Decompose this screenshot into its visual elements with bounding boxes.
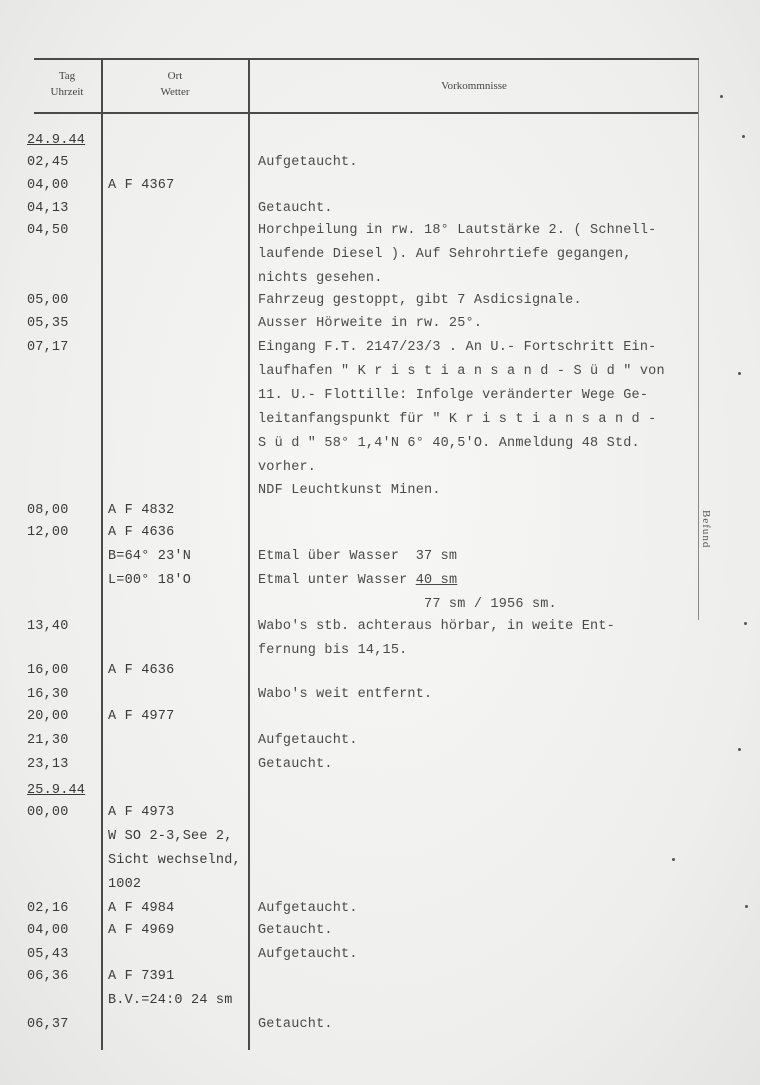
log-row (0, 920, 760, 942)
log-row (0, 480, 760, 502)
log-row (0, 152, 760, 174)
entry-event: laufende Diesel ). Auf Sehrohrtiefe gegangen, (258, 247, 632, 262)
entry-event: nichts gesehen. (258, 271, 383, 286)
entry-time: 25.9.44 (27, 783, 86, 798)
entry-event: Wabo's stb. achteraus hörbar, in weite Ent- (258, 619, 615, 634)
scan-speck (744, 622, 747, 625)
log-row (0, 175, 760, 197)
log-row (0, 385, 760, 407)
entry-time: 16,30 (27, 687, 69, 702)
entry-place: Sicht wechselnd, (108, 853, 241, 868)
entry-time: 04,00 (27, 178, 69, 193)
entry-event: 77 sm / 1956 sm. (258, 597, 557, 612)
entry-time: 00,00 (27, 805, 69, 820)
entry-event: NDF Leuchtkunst Minen. (258, 483, 441, 498)
log-row (0, 290, 760, 312)
entry-event: Aufgetaucht. (258, 947, 358, 962)
log-row (0, 337, 760, 359)
entry-event: Getaucht. (258, 1017, 333, 1032)
entry-event: fernung bis 14,15. (258, 643, 408, 658)
entry-time: 16,00 (27, 663, 69, 678)
log-row (0, 754, 760, 776)
entry-place: A F 4636 (108, 663, 175, 678)
log-row (0, 966, 760, 988)
entry-event: Getaucht. (258, 757, 333, 772)
scan-speck (745, 905, 748, 908)
entry-place: A F 4973 (108, 805, 175, 820)
entry-event: laufhafen " K r i s t i a n s a n d - S ü d " von (258, 364, 665, 379)
log-row (0, 457, 760, 479)
log-row (0, 1014, 760, 1036)
log-row (0, 361, 760, 383)
log-row (0, 594, 760, 616)
log-row (0, 802, 760, 824)
entry-place: A F 4984 (108, 901, 175, 916)
entry-time: 02,16 (27, 901, 69, 916)
log-row (0, 640, 760, 662)
scan-speck (672, 858, 675, 861)
log-row (0, 409, 760, 431)
entry-time: 04,00 (27, 923, 69, 938)
log-row (0, 616, 760, 638)
entry-event: S ü d " 58° 1,4'N 6° 40,5'O. Anmeldung 48 Std. (258, 436, 640, 451)
log-row (0, 268, 760, 290)
entry-event: Etmal über Wasser 37 sm (258, 549, 458, 564)
entry-event: Etmal unter Wasser 40 sm (258, 573, 458, 588)
log-row (0, 898, 760, 920)
log-row (0, 546, 760, 568)
entry-event: Eingang F.T. 2147/23/3 . An U.- Fortschritt Ein- (258, 340, 657, 355)
entry-place: A F 4636 (108, 525, 175, 540)
entry-time: 12,00 (27, 525, 69, 540)
log-row (0, 850, 760, 872)
entry-place: L=00° 18'O (108, 573, 192, 588)
entry-event: Aufgetaucht. (258, 155, 358, 170)
log-row (0, 522, 760, 544)
entry-time: 05,35 (27, 316, 69, 331)
entry-time: 04,13 (27, 201, 69, 216)
entry-time: 13,40 (27, 619, 69, 634)
log-row (0, 944, 760, 966)
log-row (0, 570, 760, 592)
log-row (0, 660, 760, 682)
entry-time: 06,36 (27, 969, 69, 984)
entry-place: B=64° 23'N (108, 549, 192, 564)
scan-speck (742, 135, 745, 138)
log-row (0, 684, 760, 706)
entry-time: 05,00 (27, 293, 69, 308)
log-row (0, 244, 760, 266)
entry-event: Ausser Hörweite in rw. 25°. (258, 316, 483, 331)
entry-place: A F 4969 (108, 923, 175, 938)
entry-time: 04,50 (27, 223, 69, 238)
entry-event: vorher. (258, 460, 317, 475)
entry-time: 20,00 (27, 709, 69, 724)
entry-time: 08,00 (27, 503, 69, 518)
log-row (0, 313, 760, 335)
entry-event: Fahrzeug gestoppt, gibt 7 Asdicsignale. (258, 293, 582, 308)
entry-time: 24.9.44 (27, 133, 86, 148)
log-row (0, 730, 760, 752)
scan-speck (720, 95, 723, 98)
entry-event: Aufgetaucht. (258, 733, 358, 748)
entry-time: 05,43 (27, 947, 69, 962)
table-top-rule (34, 58, 699, 60)
header-time: Tag Uhrzeit (50, 70, 84, 98)
side-note: Befund (700, 510, 712, 549)
entry-place: A F 4977 (108, 709, 175, 724)
header-place: Ort Wetter (160, 70, 190, 98)
underlined-value: 40 sm (415, 573, 458, 588)
date-row (0, 780, 760, 802)
scan-speck (738, 748, 741, 751)
entry-place: W SO 2-3,See 2, (108, 829, 233, 844)
entry-place: B.V.=24:0 24 sm (108, 993, 233, 1008)
entry-time: 02,45 (27, 155, 69, 170)
header-events: Vorkommnisse (441, 80, 507, 92)
scan-speck (738, 372, 741, 375)
entry-place: A F 4832 (108, 503, 175, 518)
log-row (0, 500, 760, 522)
entry-time: 07,17 (27, 340, 69, 355)
entry-event: 11. U.- Flottille: Infolge veränderter Wege Ge- (258, 388, 649, 403)
log-row (0, 706, 760, 728)
date-row (0, 130, 760, 152)
entry-time: 21,30 (27, 733, 69, 748)
entry-place: 1002 (108, 877, 142, 892)
entry-event: leitanfangspunkt für " K r i s t i a n s a n d - (258, 412, 657, 427)
entry-time: 23,13 (27, 757, 69, 772)
entry-time: 06,37 (27, 1017, 69, 1032)
entry-event: Getaucht. (258, 201, 333, 216)
log-row (0, 433, 760, 455)
header-bottom-rule (34, 112, 699, 114)
entry-place: A F 4367 (108, 178, 175, 193)
entry-event: Horchpeilung in rw. 18° Lautstärke 2. ( Schnell- (258, 223, 657, 238)
log-row (0, 198, 760, 220)
log-row (0, 220, 760, 242)
entry-event: Getaucht. (258, 923, 333, 938)
log-row (0, 826, 760, 848)
entry-event: Wabo's weit entfernt. (258, 687, 433, 702)
entry-event: Aufgetaucht. (258, 901, 358, 916)
log-row (0, 874, 760, 896)
entry-place: A F 7391 (108, 969, 175, 984)
